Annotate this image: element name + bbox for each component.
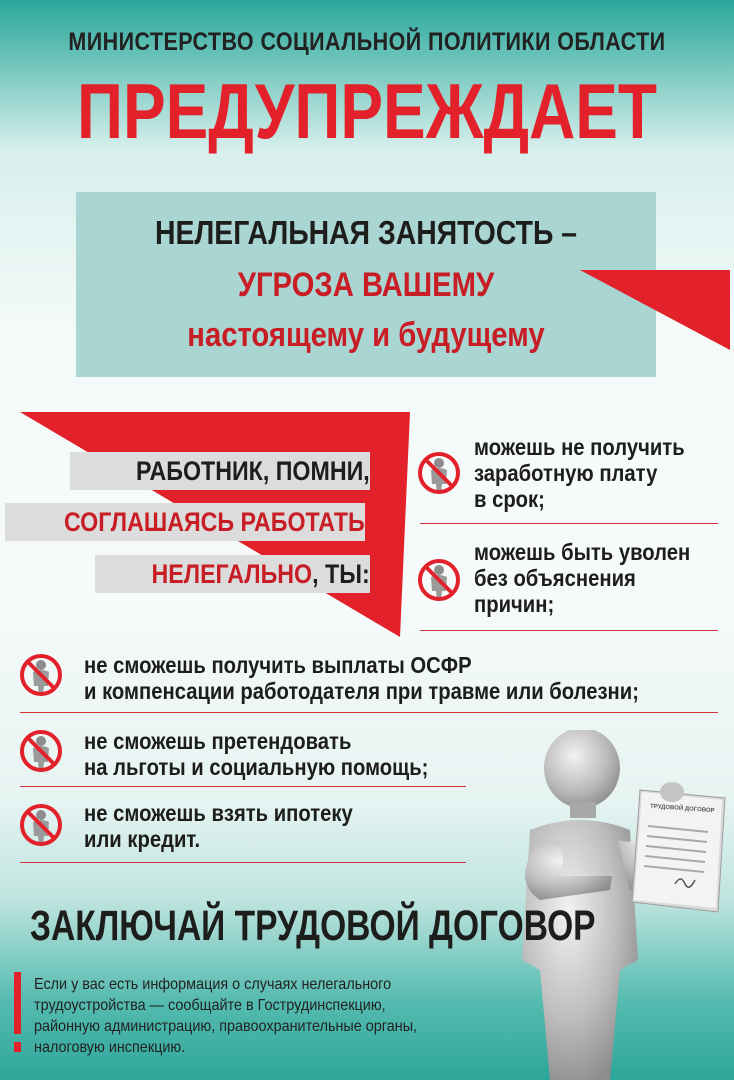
reminder-you: , ТЫ: [312, 559, 370, 589]
headline-line-2: УГРОЗА ВАШЕМУ [237, 266, 495, 304]
right-item-1: можешь не получить заработную плату в срок; [474, 434, 685, 512]
divider [20, 786, 466, 787]
wide-item-1: не сможешь получить выплаты ОСФР и компенсации работодателя при травме или болезни; [84, 652, 639, 704]
prohibited-person-icon [18, 802, 64, 848]
wide-item-2: не сможешь претендовать на льготы и социальную помощь; [84, 728, 429, 780]
divider [420, 523, 718, 524]
prohibited-person-icon [416, 450, 462, 496]
divider [20, 712, 718, 713]
info-line-1: Если у вас есть информация о случаях нелегального [34, 976, 392, 993]
divider [20, 862, 466, 863]
info-line-3: районную администрацию, правоохранительные органы, [34, 1018, 418, 1035]
prohibited-person-icon [416, 557, 462, 603]
warning-heading: ПРЕДУПРЕЖДАЕТ [76, 67, 658, 155]
reminder-line-2: СОГЛАШАЯСЬ РАБОТАТЬ [64, 507, 365, 537]
headline-line-3: настоящему и будущему [187, 316, 545, 354]
contract-title: ТРУДОВОЙ ДОГОВОР [649, 803, 715, 815]
reminder-line-3 [152, 555, 370, 593]
divider [420, 630, 718, 631]
prohibited-person-icon [18, 652, 64, 698]
exclamation-icon [14, 972, 21, 1034]
exclamation-dot [14, 1042, 21, 1052]
headline-line-1: НЕЛЕГАЛЬНАЯ ЗАНЯТОСТЬ – [154, 214, 578, 251]
reminder-line-1: РАБОТНИК, ПОМНИ, [136, 456, 370, 486]
info-line-2: трудоустройства — сообщайте в Гострудинспекцию, [34, 997, 386, 1014]
info-line-4: налоговую инспекцию. [34, 1039, 186, 1056]
ministry-title: МИНИСТЕРСТВО СОЦИАЛЬНОЙ ПОЛИТИКИ ОБЛАСТИ [68, 28, 666, 56]
reminder-illegally: НЕЛЕГАЛЬНО [151, 559, 313, 589]
right-item-2: можешь быть уволен без объяснения причин; [474, 539, 691, 617]
call-to-action: ЗАКЛЮЧАЙ ТРУДОВОЙ ДОГОВОР [30, 902, 596, 950]
wide-item-3: не сможешь взять ипотеку или кредит. [84, 800, 353, 852]
prohibited-person-icon [18, 728, 64, 774]
